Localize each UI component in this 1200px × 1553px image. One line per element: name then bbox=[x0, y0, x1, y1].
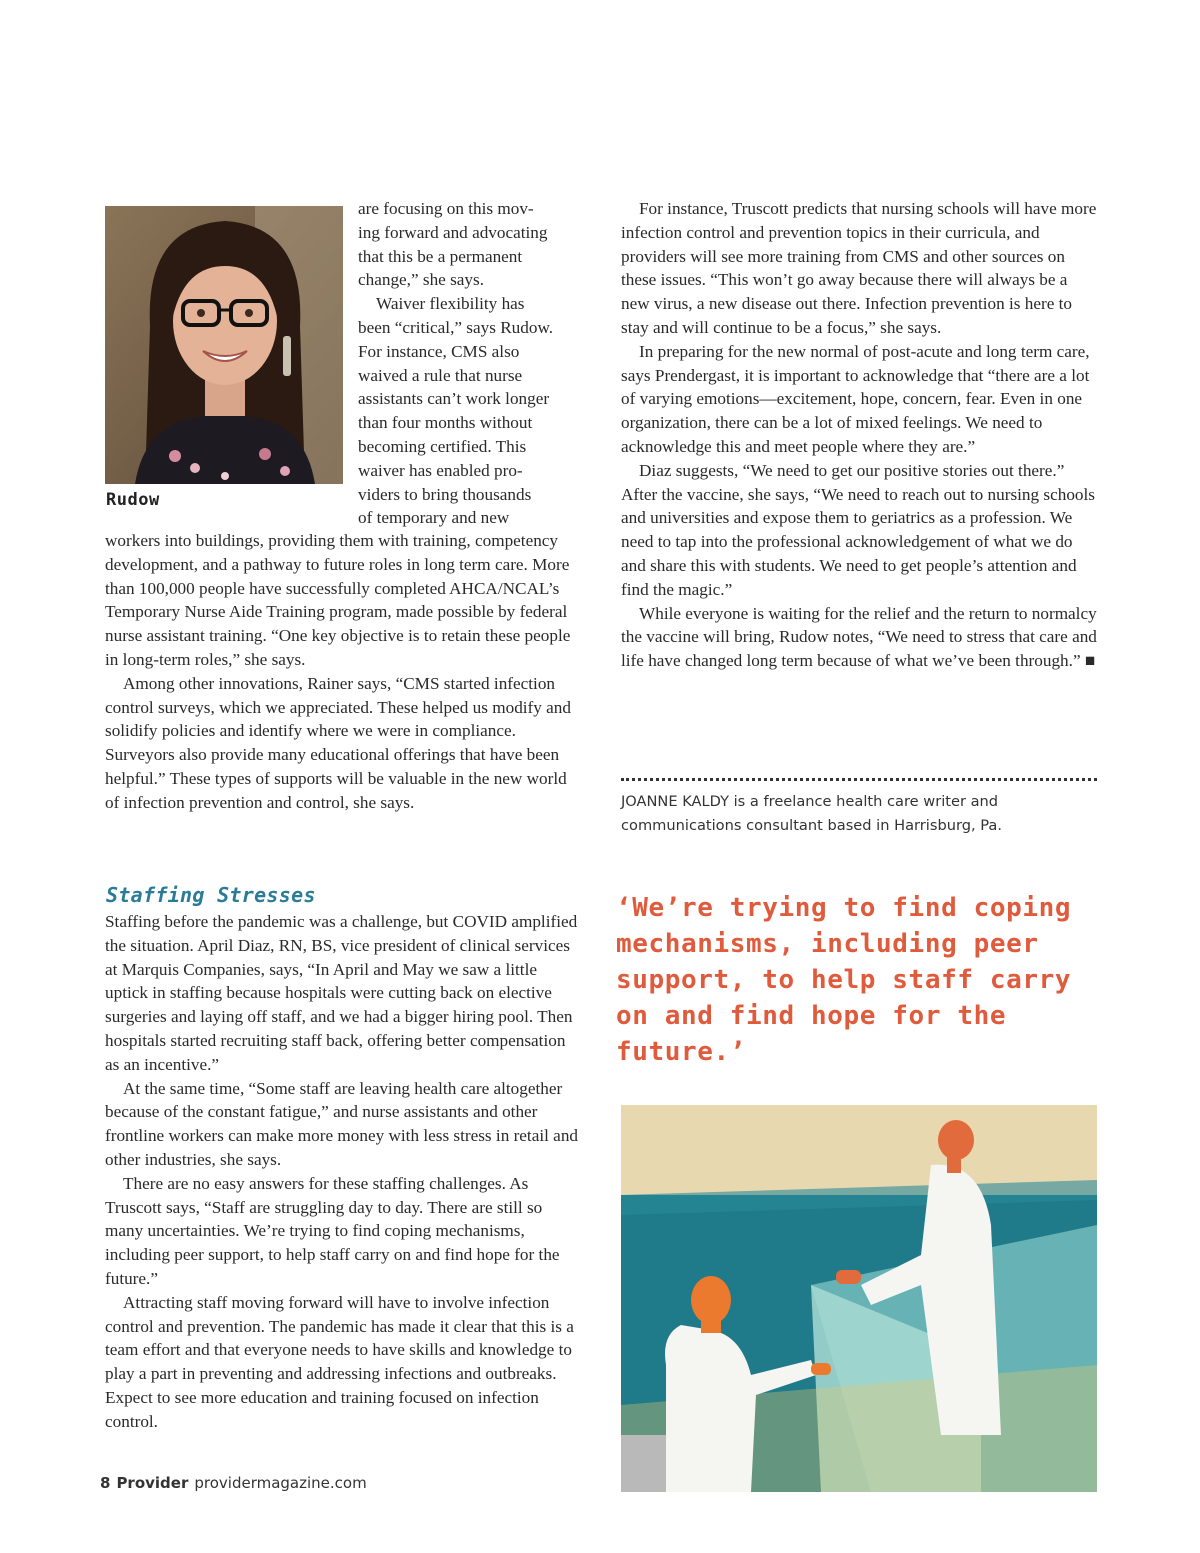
text-line: waiver has enabled pro- bbox=[358, 460, 523, 480]
staffing-text-column bbox=[105, 910, 581, 1434]
text-line: than four months without bbox=[358, 413, 533, 433]
page-footer bbox=[100, 1474, 367, 1492]
text-line: of temporary and new bbox=[358, 508, 510, 528]
photo-caption: Rudow bbox=[106, 490, 160, 510]
magazine-url: providermagazine.com bbox=[194, 1474, 367, 1492]
text-line: change,” she says. bbox=[358, 270, 484, 290]
text-line: been “critical,” says Rudow. bbox=[358, 317, 554, 337]
paragraph: Diaz suggests, “We need to get our positive stories out there.” After the vaccine, she says, “We need to reach out to nursing schools and universities and expose them to geriatrics as a profession. We need to tap into the professional acknowledgement of what we do and share this with students. We need to get people’s attention and find the magic.” bbox=[621, 460, 1095, 599]
illustration bbox=[621, 1105, 1097, 1492]
right-text-column bbox=[621, 197, 1097, 673]
pull-quote: ‘We’re trying to find coping mechanisms, including peer support, to help staff carry on and find hope for the future.’ bbox=[616, 893, 1072, 1067]
left-text-column bbox=[105, 529, 581, 815]
text-line: For instance, CMS also bbox=[358, 341, 520, 361]
portrait-photo bbox=[105, 206, 343, 484]
text-line: becoming certified. This bbox=[358, 436, 527, 456]
text-line: waived a rule that nurse bbox=[358, 365, 523, 385]
text-line: Waiver flexibility has bbox=[376, 294, 525, 314]
page-number: 8 bbox=[100, 1474, 111, 1492]
paragraph: For instance, Truscott predicts that nursing schools will have more infection control and prevention topics in their curricula, and providers will see more training from CMS and other sources on these issues. “This won’t go away because there will always be a new virus, a new disease out there. Infection prevention is here to stay and will continue to be a focus,” she says. bbox=[621, 199, 1097, 337]
text-line: are focusing on this mov- bbox=[358, 199, 534, 218]
paragraph: Among other innovations, Rainer says, “CMS started infection control surveys, which we appreciated. These helped us modify and solidify policies and identify where we were in compliance. Surveyors also provide many educational offerings that have been helpful.” These types of supports will be valuable in the new world of infection prevention and control, she says. bbox=[105, 673, 571, 812]
paragraph: While everyone is waiting for the relief and the return to normalcy the vaccine will bring, Rudow notes, “We need to stress that care and life have changed long term because of what we’ve been through.” ■ bbox=[621, 603, 1097, 671]
divider bbox=[621, 778, 1097, 781]
paragraph: Attracting staff moving forward will have to involve infection control and prevention. The pandemic has made it clear that this is a team effort and that everyone needs to have skills and knowledge to play a part in preventing and addressing infections and outbreaks. Expect to see more education and training focused on infection control. bbox=[105, 1292, 574, 1431]
text-line: ing forward and advocating bbox=[358, 222, 548, 242]
paragraph: There are no easy answers for these staffing challenges. As Truscott says, “Staff are struggling day to day. There are still so many uncertainties. We’re trying to find coping mechanisms, including peer support, to help staff carry on and find hope for the future.” bbox=[105, 1173, 560, 1288]
paragraph: Staffing before the pandemic was a challenge, but COVID amplified the situation. April Diaz, RN, BS, vice president of clinical services at Marquis Companies, says, “In April and May we saw a little uptick in staffing because hospitals were cutting back on elective surgeries and laying off staff, and we had a bigger hiring pool. Then hospitals started recruiting staff back, offering better compensation as an incentive.” bbox=[105, 912, 578, 1074]
paragraph: At the same time, “Some staff are leaving health care altogether because of the constant fatigue,” and nurse assistants and other frontline workers can make more money with less stress in retail and other industries, she says. bbox=[105, 1078, 579, 1169]
magazine-name: Provider bbox=[116, 1474, 189, 1492]
text-line: assistants can’t work longer bbox=[358, 389, 550, 409]
paragraph: In preparing for the new normal of post-acute and long term care, says Prendergast, it is important to acknowledge that “there are a lot of varying emotions—excitement, hope, concern, fear. Even in one organization, there can be a lot of mixed feelings. We need to acknowledge this and meet people where they are.” bbox=[621, 341, 1090, 456]
text-line: viders to bring thousands bbox=[358, 484, 532, 504]
narrow-text-column bbox=[358, 197, 580, 530]
section-heading: Staffing Stresses bbox=[106, 883, 316, 907]
author-bio: JOANNE KALDY is a freelance health care writer and communications consultant based in Harrisburg, Pa. bbox=[621, 793, 1002, 834]
text-line: that this be a permanent bbox=[358, 246, 523, 266]
paragraph: workers into buildings, providing them with training, competency development, and a pathway to future roles in long term care. More than 100,000 people have successfully completed AHCA/NCAL’s Temporary Nurse Aide Training program, made possible by federal nurse assistant training. “One key objective is to retain these people in long-term roles,” she says. bbox=[105, 531, 571, 669]
